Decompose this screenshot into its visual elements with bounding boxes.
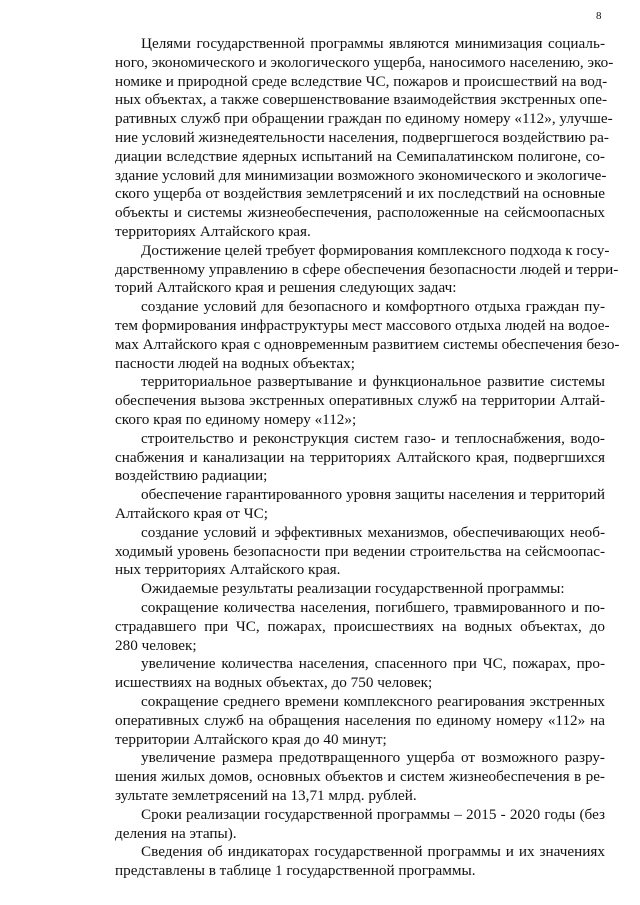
text-line: сокращение количества населения, погибшего, травмированного и по-	[141, 599, 605, 616]
text-line: мах Алтайского края с одновременным развитием системы обеспечения безо-	[115, 335, 620, 353]
text-line: Достижение целей требует формирования комплексного подхода к госу-	[141, 241, 610, 259]
text-line: ных объектах, а также совершенствование взаимодействия экстренных опе-	[115, 91, 608, 109]
text-line: создание условий и эффективных механизмов, обеспечивающих необ-	[141, 523, 605, 541]
text-line: зультате землетрясений на 13,71 млрд. рублей.	[115, 787, 417, 804]
text-line: исшествиях на водных объектах, до 750 человек;	[115, 674, 433, 692]
text-line: ние условий жизнедеятельности населения, подвергшегося воздействию ра-	[115, 129, 609, 146]
text-line: представлены в таблице 1 государственной программы.	[115, 862, 476, 880]
text-line: деления на этапы).	[115, 824, 237, 842]
text-line: здание условий для минимизации возможного экономического и экологиче-	[115, 166, 607, 184]
text-line: торий Алтайского края и решения следующих задач:	[115, 279, 457, 297]
text-line: сокращение среднего времени комплексного реагирования экстренных	[141, 693, 605, 710]
text-line: ходимый уровень безопасности при ведении строительства на сейсмоопас-	[115, 542, 605, 560]
text-line: воздействию радиации;	[115, 467, 268, 485]
text-line: Целями государственной программы являются минимизация социаль-	[141, 35, 605, 52]
text-line: объекты и системы жизнеобеспечения, расположенные на сейсмоопасных	[115, 204, 605, 222]
text-line: территории Алтайского края до 40 минут;	[115, 730, 387, 748]
page-number: 8	[596, 10, 602, 22]
text-line: снабжения и канализации на территориях Алтайского края, подвергшихся	[115, 448, 605, 466]
text-line: увеличение размера предотвращенного ущерба от возможного разру-	[141, 749, 605, 767]
text-line: ского края по единому номеру «112»;	[115, 411, 357, 428]
text-line: ных территориях Алтайского края.	[115, 561, 341, 579]
text-line: территориях Алтайского края.	[115, 223, 311, 240]
text-line: территориальное развертывание и функциональное развитие системы	[141, 373, 605, 391]
text-line: 280 человек;	[115, 636, 197, 654]
text-line: дарственному управлению в сфере обеспечения безопасности людей и терри-	[115, 260, 619, 278]
text-line: обеспечение гарантированного уровня защиты населения и территорий	[141, 486, 605, 504]
text-line: страдавшего при ЧС, пожарах, происшествиях на водных объектах, до	[115, 617, 605, 635]
text-line: Ожидаемые результаты реализации государственной программы:	[141, 580, 565, 598]
text-line: Алтайского края от ЧС;	[115, 505, 268, 522]
text-line: оперативных служб на обращения населения по единому номеру «112» на	[115, 711, 605, 729]
text-line: строительство и реконструкция систем газо- и теплоснабжения, водо-	[141, 429, 605, 447]
text-line: ративных служб при обращении граждан по единому номеру «112», улучше-	[115, 110, 613, 128]
text-line: увеличение количества населения, спасенного при ЧС, пожарах, про-	[141, 655, 605, 673]
text-line: пасности людей на водных объектах;	[115, 354, 355, 372]
text-line: шения жилых домов, основных объектов и систем жизнеобеспечения в ре-	[115, 768, 605, 786]
text-line: тем формирования инфраструктуры мест массового отдыха людей на водое-	[115, 317, 610, 334]
text-line: ного, экономического и экологического ущерба, наносимого населению, эко-	[115, 53, 614, 71]
text-line: создание условий для безопасного и комфортного отдыха граждан пу-	[141, 298, 605, 316]
text-line: номике и природной среде вследствие ЧС, пожаров и происшествий на вод-	[115, 72, 608, 90]
text-line: Сведения об индикаторах государственной программы и их значениях	[141, 843, 605, 861]
text-line: Сроки реализации государственной программы – 2015 - 2020 годы (без	[141, 805, 605, 823]
text-line: ского ущерба от воздействия землетрясений и их последствий на основные	[115, 185, 605, 203]
text-line: диации вследствие ядерных испытаний на Семипалатинском полигоне, со-	[115, 147, 605, 165]
text-line: обеспечения вызова экстренных оперативных служб на территории Алтай-	[115, 392, 605, 410]
